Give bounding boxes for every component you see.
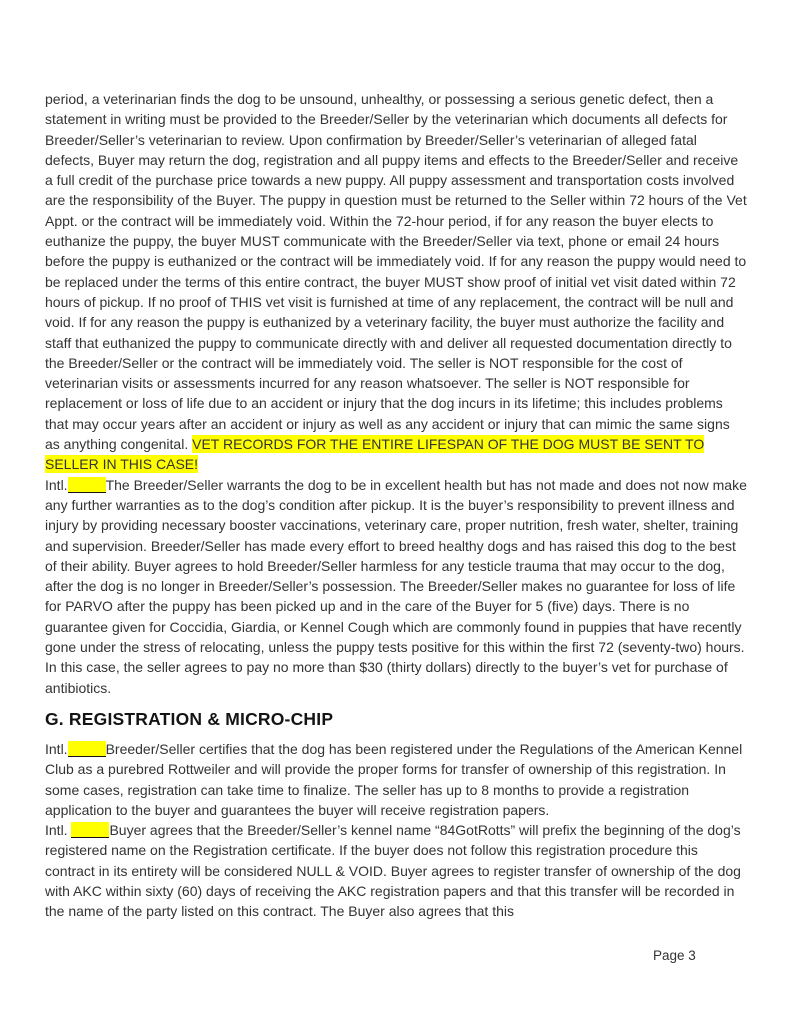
kennel-name-paragraph xyxy=(45,820,748,921)
initials-blank-field[interactable] xyxy=(68,477,106,493)
page-number: Page 3 xyxy=(653,948,696,963)
akc-registration-paragraph xyxy=(45,739,748,820)
initials-blank-field[interactable] xyxy=(68,741,106,757)
kennel-name-text: Buyer agrees that the Breeder/Seller’s kennel name “84GotRotts” will prefix the beginning of the dog’s registered name on the Registration certificate. If the buyer does not follow this registration procedure this contract in its entirety will be considered NULL & VOID. Buyer agrees to register transfer of ownership of the dog with AKC within sixty (60) days of receiving the AKC registration papers and that this transfer will be recorded in the name of the party listed on this contract. The Buyer also agrees that this xyxy=(45,822,741,920)
section-heading-registration-microchip: G. REGISTRATION & MICRO-CHIP xyxy=(45,708,334,729)
initials-label: Intl. xyxy=(45,822,72,839)
health-guarantee-paragraph xyxy=(45,89,748,475)
warranty-text: The Breeder/Seller warrants the dog to be in excellent health but has not made and does not now make any further warranties as to the dog’s condition after pickup. It is the buyer’s responsibility to prevent illness and injury by providing necessary booster vaccinations, veterinary care, proper nutrition, fresh water, shelter, training and supervision. Breeder/Seller has made every effort to breed healthy dogs and has raised this dog to the best of their ability. Buyer agrees to hold Breeder/Seller harmless for any testicle trauma that may occur to the dog, after the dog is no longer in Breeder/Seller’s possession. The Breeder/Seller makes no guarantee for loss of life for PARVO after the puppy has been picked up and in the care of the Buyer for 5 (five) days. There is no guarantee given for Coccidia, Giardia, or Kennel Cough which are commonly found in puppies that have recently gone under the stress of relocating, unless the puppy tests positive for this within the first 72 (seventy-two) hours. In this case, the seller agrees to pay no more than $30 (thirty dollars) directly to the buyer’s vet for purchase of antibiotics. xyxy=(45,476,747,696)
health-guarantee-text: period, a veterinarian finds the dog to be unsound, unhealthy, or possessing a serious genetic defect, then a statement in writing must be provided to the Breeder/Seller by the veterinarian which documents all defects for Breeder/Seller’s veterinarian to review. Upon confirmation by Breeder/Seller’s veterinarian of alleged fatal defects, Buyer may return the dog, registration and all puppy items and effects to the Breeder/Seller and receive a full credit of the purchase price towards a new puppy. All puppy assessment and transportation costs involved are the responsibility of the Buyer. The puppy in question must be returned to the Seller within 72 hours of the Vet Appt. or the contract will be immediately void. Within the 72-hour period, if for any reason the buyer elects to euthanize the puppy, the buyer MUST communicate with the Breeder/Seller via text, phone or email 24 hours before the puppy is euthanized or the contract will be immediately void. If for any reason the puppy would need to be replaced under the terms of this entire contract, the buyer MUST show proof of initial vet visit dated within 72 hours of pickup. If no proof of THIS vet visit is furnished at time of any replacement, the contract will be null and void. If for any reason the puppy is euthanized by a veterinary facility, the buyer must authorize the facility and staff that euthanized the puppy to communicate directly with and deliver all requested documentation directly to the Breeder/Seller or the contract will be immediately void. The seller is NOT responsible for the cost of veterinarian visits or assessments incurred for any reason whatsoever. The seller is NOT responsible for replacement or loss of life due to an accident or injury that the dog incurs in its lifetime; this includes problems that may occur years after an accident or injury as well as any accident or injury that can mimic the same signs as anything congenital. xyxy=(45,91,747,453)
initials-label: Intl. xyxy=(45,476,68,493)
akc-registration-text: Breeder/Seller certifies that the dog has been registered under the Regulations of the American Kennel Club as a purebred Rottweiler and will provide the proper forms for transfer of ownership of this registration. In some cases, registration can take time to finalize. The seller has up to 8 months to provide a registration application to the buyer and guarantees the buyer will receive registration papers. xyxy=(45,740,743,818)
initials-label: Intl. xyxy=(45,740,68,757)
warranty-paragraph xyxy=(45,475,748,698)
vet-records-highlighted-warning: VET RECORDS FOR THE ENTIRE LIFESPAN OF THE DOG MUST BE SENT TO SELLER IN THIS CASE! xyxy=(45,436,705,473)
initials-blank-field[interactable] xyxy=(71,822,109,838)
